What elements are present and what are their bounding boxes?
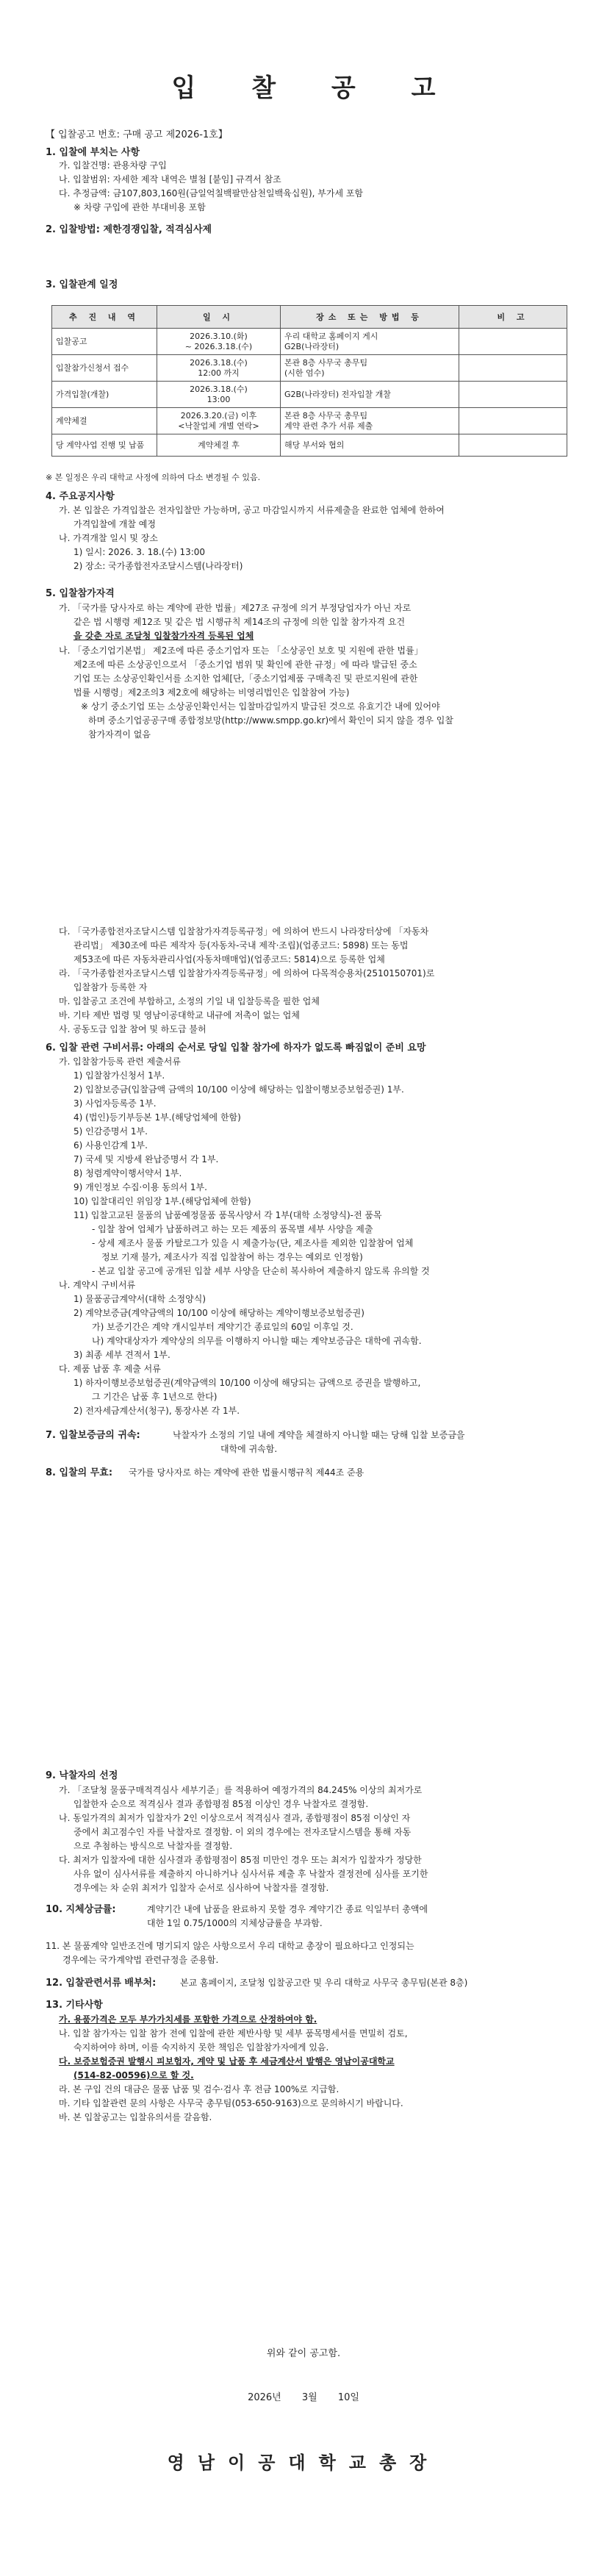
section-13-heading: 13. 기타사항	[46, 2000, 103, 2011]
s5-item-b-cont3: 법률 시행령」제2조의3 제2호에 해당하는 비영리법인은 입찰참여 가능)	[73, 687, 350, 698]
s9-item-c-cont1: 사유 없이 심사서류를 제출하지 아니하거나 심사서류 제출 후 낙찰자 결정전에 심사를 포기한	[73, 1869, 428, 1879]
s4-item-b2: 2) 장소: 국가종합전자조달시스템(나라장터)	[73, 561, 243, 571]
s13-item-b: 나. 입찰 참가자는 입찰 참가 전에 입찰에 관한 제반사항 및 세부 품목명세서를 면밀히 검토,	[59, 2028, 408, 2039]
cell-date: 2026.3.20.(금) 이후 <낙찰업체 개별 연락>	[157, 408, 281, 434]
s6-doc: 9) 개인정보 수집·이용 동의서 1부.	[73, 1182, 207, 1192]
s13-item-a: 가. 용품가격은 모두 부가가치세를 포함한 가격으로 산정하여야 함.	[59, 2014, 317, 2025]
cell-item: 입찰참가신청서 접수	[52, 355, 157, 382]
col-header-place: 장소 또는 방법 등	[281, 306, 459, 329]
s6-item-c1: 1) 하자이행보증보험증권(계약금액의 10/100 이상에 해당되는 금액으로 증권을 발행하고,	[73, 1378, 421, 1388]
s4-item-b1: 1) 일시: 2026. 3. 18.(수) 13:00	[73, 547, 206, 557]
s6-item-a: 가. 입찰참가등록 관련 제출서류	[59, 1056, 181, 1067]
s5-item-f: 바. 기타 제반 법령 및 영남이공대학교 내규에 저촉이 없는 업체	[59, 1010, 300, 1020]
s6-item-b2: 2) 계약보증금(계약금액의 10/100 이상에 해당하는 계약이행보증보험증권)	[73, 1308, 364, 1318]
section-9-heading: 9. 낙찰자의 선정	[46, 1770, 118, 1781]
s5-item-c-cont2: 제53조에 따른 자동차관리사업(자동차매매업)(업종코드: 5814)으로 등록한 업체	[73, 954, 385, 965]
section-11-text: 11. 본 물품계약 일반조건에 명기되지 않은 사항으로서 우리 대학교 총장이 필요하다고 인정되는	[46, 1941, 414, 1951]
s6-item-b2b: 나) 계약대상자가 계약상의 의무를 이행하지 아니할 때는 계약보증금은 대학에 귀속함.	[92, 1336, 422, 1346]
cell-item: 가격입찰(개찰)	[52, 382, 157, 408]
table-row	[52, 408, 567, 434]
s6-item-c1-cont: 그 기간은 납품 후 1년으로 한다)	[92, 1392, 218, 1402]
s5-item-b: 나. 「중소기업기본법」 제2조에 따른 중소기업자 또는 「소상공인 보호 및 지원에 관한 법률」	[59, 645, 423, 656]
col-header-note: 비 고	[459, 306, 567, 329]
s6-doc-sub: - 입찰 참여 업체가 납품하려고 하는 모든 제품의 품목별 세부 사양을 제출	[92, 1224, 373, 1234]
page-title: 입 찰 공 고	[171, 74, 459, 103]
table-row	[52, 382, 567, 408]
col-header-date: 일 시	[157, 306, 281, 329]
cell-note	[459, 408, 567, 434]
s5-item-b-cont1: 제2조에 따른 소상공인으로서 「중소기업 범위 및 확인에 관한 규정」에 따라 발급된 중소	[73, 659, 417, 670]
s6-doc-sub: - 상세 제조사 물품 카탈로그가 있을 시 제출가능(단, 제조사를 제외한 입찰참여 업체	[92, 1238, 414, 1248]
s6-doc: 8) 청렴계약이행서약서 1부.	[73, 1168, 182, 1178]
cell-item: 당 계약사업 진행 및 납품	[52, 434, 157, 457]
s7-text: 낙찰자가 소정의 기일 내에 계약을 체결하지 아니할 때는 당해 입찰 보증금을	[173, 1430, 465, 1440]
section-6-heading: 6. 입찰 관련 구비서류: 아래의 순서로 당일 입찰 참가에 하자가 없도록 빠짐없이 준비 요망	[46, 1042, 426, 1053]
s10-text: 계약기간 내에 납품을 완료하지 못할 경우 계약기간 종료 익일부터 총액에	[147, 1904, 428, 1914]
s5-item-c-cont1: 관리법」 제30조에 따른 제작자 등(자동차-국내 제작·조립)(업종코드: 5898) 또는 동법	[73, 940, 409, 951]
s13-item-c: 다. 보증보험증권 발행시 피보험자, 계약 및 납품 후 세금계산서 발행은 영남이공대학교	[59, 2056, 395, 2067]
section-11-text-cont: 경우에는 국가계약법 관련규정을 준용함.	[62, 1955, 219, 1965]
s5-item-g: 사. 공동도급 입찰 참여 및 하도급 불허	[59, 1024, 206, 1034]
s13-item-d: 라. 본 구입 건의 대금은 물품 납품 및 검수·검사 후 전금 100%로 지급함.	[59, 2084, 340, 2094]
notice-number: 【 입찰공고 번호: 구매 공고 제2026-1호】	[46, 129, 228, 140]
section-1-heading: 1. 입찰에 부치는 사항	[46, 147, 140, 158]
cell-date: 2026.3.10.(화) ~ 2026.3.18.(수)	[157, 329, 281, 355]
s6-doc: 10) 입찰대리인 위임장 1부.(해당업체에 한함)	[73, 1196, 251, 1206]
s9-item-a: 가. 「조달청 물품구매적격심사 세부기준」를 적용하여 예정가격의 84.245% 이상의 최저가로	[59, 1785, 423, 1795]
s9-item-b-cont1: 중에서 최고점수인 자를 낙찰자로 결정함. 이 외의 경우에는 전자조달시스템을 통해 자동	[73, 1827, 412, 1837]
cell-item: 입찰공고	[52, 329, 157, 355]
s5-item-a-cont2: 을 갖춘 자로 조달청 입찰참가자격 등록된 업체	[73, 631, 254, 641]
s6-doc: 5) 인감증명서 1부.	[73, 1126, 148, 1137]
s1-note: ※ 차량 구입에 관한 부대비용 포함	[73, 202, 206, 212]
s5-item-a: 가. 「국가를 당사자로 하는 계약에 관한 법률」제27조 규정에 의거 부정당업자가 아닌 자로	[59, 603, 412, 613]
s6-doc: 4) (법인)등기부등본 1부.(해당업체에 한함)	[73, 1112, 241, 1123]
section-12-heading: 12. 입찰관련서류 배부처:	[46, 1978, 157, 1989]
s13-item-b-cont: 숙지하여야 하며, 이를 숙지하지 못한 책임은 입찰참가자에게 있음.	[73, 2042, 329, 2053]
s5-item-b-note2: 하며 중소기업공공구매 종합정보망(http://www.smpp.go.kr)에서 확인이 되지 않을 경우 입찰	[88, 715, 453, 726]
section-3-heading: 3. 입찰관계 일정	[46, 279, 118, 290]
cell-note	[459, 434, 567, 457]
s6-doc: 11) 입찰고교된 물품의 납품예정물품 품목사양서 각 1부(대학 소정양식)-전 품목	[73, 1210, 382, 1220]
col-header-item: 추 진 내 역	[52, 306, 157, 329]
cell-date: 2026.3.18.(수) 12:00 까지	[157, 355, 281, 382]
s7-text-cont: 대학에 귀속함.	[220, 1444, 278, 1454]
s6-doc: 2) 입찰보증금(입찰금액 금액의 10/100 이상에 해당하는 입찰이행보증보험증권) 1부.	[73, 1084, 404, 1095]
s5-item-b-note1: ※ 상기 중소기업 또는 소상공인확인서는 입찰마감일까지 발급된 것으로 유효기간 내에 있어야	[81, 701, 440, 712]
s1-item-c: 다. 추정금액: 금107,803,160원(금일억칠백팔만삼천일백육십원), 부가세 포함	[59, 188, 364, 198]
s1-item-a: 가. 입찰건명: 관용차량 구입	[59, 160, 167, 171]
cell-place: 우리 대학교 홈페이지 게시 G2B(나라장터)	[281, 329, 459, 355]
s13-item-e: 마. 기타 입찰관련 문의 사항은 사무국 총무팀(053-650-9163)으로 문의하시기 바랍니다.	[59, 2098, 403, 2108]
cell-place: 본관 8층 사무국 총무팀 계약 관련 추가 서류 제출	[281, 408, 459, 434]
s5-item-b-note3: 참가자격이 없음	[88, 729, 151, 740]
section-7-heading: 7. 입찰보증금의 귀속:	[46, 1430, 140, 1441]
cell-place: 해당 부서와 협의	[281, 434, 459, 457]
section-4-heading: 4. 주요공지사항	[46, 491, 115, 502]
s6-doc-sub: 정보 기재 불가, 제조사가 직접 입찰참여 하는 경우는 예외로 인정함)	[101, 1252, 363, 1262]
s6-item-b1: 1) 물품공급계약서(대학 소정양식)	[73, 1294, 206, 1304]
s6-doc: 7) 국세 및 지방세 완납증명서 각 1부.	[73, 1154, 219, 1164]
closing-statement: 위와 같이 공고함.	[266, 2348, 341, 2359]
s5-item-e: 마. 입찰공고 조건에 부합하고, 소정의 기일 내 입찰등록을 필한 업체	[59, 996, 320, 1006]
s4-item-a-cont: 가격입찰에 개찰 예정	[73, 519, 156, 529]
cell-date: 2026.3.18.(수) 13:00	[157, 382, 281, 408]
s9-item-a-cont: 입찰한자 순으로 적격심사 결과 종합평점 85점 이상인 경우 낙찰자로 결정함.	[73, 1799, 369, 1809]
table-header-row	[52, 306, 567, 329]
s9-item-c-cont2: 경우에는 차 순위 최저가 입찰자 순서로 심사하여 낙찰자를 결정함.	[73, 1883, 329, 1893]
cell-place: G2B(나라장터) 전자입찰 개찰	[281, 382, 459, 408]
cell-note	[459, 355, 567, 382]
s6-item-c2: 2) 전자세금계산서(청구), 통장사본 각 1부.	[73, 1406, 240, 1416]
section-2-heading: 2. 입찰방법: 제한경쟁입찰, 적격심사제	[46, 224, 212, 235]
s12-text: 본교 홈페이지, 조달청 입찰공고란 및 우리 대학교 사무국 총무팀(본관 8층)	[180, 1978, 468, 1988]
s6-item-b3: 3) 최종 세부 견적서 1부.	[73, 1350, 170, 1360]
s6-doc: 6) 사용인감계 1부.	[73, 1140, 148, 1151]
cell-date: 계약체결 후	[157, 434, 281, 457]
table-row	[52, 355, 567, 382]
s8-text: 국가를 당사자로 하는 계약에 관한 법률시행규칙 제44조 준용	[129, 1467, 364, 1478]
s5-item-a-cont1: 같은 법 시행령 제12조 및 같은 법 시행규칙 제14조의 규정에 의한 입찰 참가자격 요건	[73, 617, 406, 627]
s4-item-a: 가. 본 입찰은 가격입찰은 전자입찰만 가능하며, 공고 마감일시까지 서류제출을 완료한 업체에 한하여	[59, 505, 445, 515]
s9-item-c: 다. 최저가 입찰자에 대한 심사결과 종합평점이 85점 미만인 경우 또는 최저가 입찰자가 정당한	[59, 1855, 422, 1865]
s6-doc: 1) 입찰참가신청서 1부.	[73, 1070, 165, 1081]
section-5-heading: 5. 입찰참가자격	[46, 588, 115, 599]
cell-item: 계약체결	[52, 408, 157, 434]
schedule-table	[51, 305, 567, 457]
schedule-note: ※ 본 일정은 우리 대학교 사정에 의하여 다소 변경될 수 있음.	[46, 473, 261, 482]
s6-item-c: 다. 제품 납품 후 제출 서류	[59, 1364, 161, 1374]
notice-date: 2026년 3월 10일	[248, 2392, 359, 2403]
cell-note	[459, 382, 567, 408]
section-10-heading: 10. 지체상금률:	[46, 1904, 116, 1915]
s4-item-b: 나. 가격개찰 일시 및 장소	[59, 533, 158, 543]
s5-item-c: 다. 「국가종합전자조달시스템 입찰참가자격등록규정」에 의하여 반드시 나라장터상에 「자동차	[59, 926, 429, 937]
s13-item-f: 바. 본 입찰공고는 입찰유의서를 갈음함.	[59, 2112, 212, 2122]
s13-item-c-cont: (514-82-00596)으로 할 것.	[73, 2070, 194, 2081]
s6-doc: 3) 사업자등록증 1부.	[73, 1098, 157, 1109]
s9-item-b: 나. 동일가격의 최저가 입찰자가 2인 이상으로서 적격심사 결과, 종합평점이 85점 이상인 자	[59, 1813, 411, 1823]
s5-item-d: 라. 「국가종합전자조달시스템 입찰참가자격등록규정」에 의하여 다목적승용차(2510150701)로	[59, 968, 435, 978]
s6-item-b: 나. 계약시 구비서류	[59, 1280, 136, 1290]
issuer-name: 영남이공대학교총장	[167, 2452, 440, 2473]
s10-text-cont: 대한 1일 0.75/1000의 지체상금률을 부과함.	[147, 1918, 323, 1928]
cell-note	[459, 329, 567, 355]
s5-item-b-cont2: 기업 또는 소상공인확인서를 소지한 업체[단,「중소기업제품 구매촉진 및 판로지원에 관한	[73, 673, 418, 684]
s5-item-d-cont: 입찰참가 등록한 자	[73, 982, 148, 992]
s6-doc-sub: - 본교 입찰 공고에 공개된 입찰 세부 사양을 단순히 복사하여 제출하지 않도록 유의할 것	[92, 1266, 430, 1276]
section-8-heading: 8. 입찰의 무효:	[46, 1467, 113, 1478]
s6-item-b2a: 가) 보증기간은 계약 개시일부터 계약기간 종료일의 60일 이후일 것.	[92, 1322, 353, 1332]
table-row	[52, 329, 567, 355]
s1-item-b: 나. 입찰범위: 자세한 제작 내역은 별첨 [붙임] 규격서 참조	[59, 174, 281, 185]
table-row	[52, 434, 567, 457]
cell-place: 본관 8층 사무국 총무팀 (시한 엄수)	[281, 355, 459, 382]
s9-item-b-cont2: 으로 추첨하는 방식으로 낙찰자를 결정함.	[73, 1841, 233, 1851]
